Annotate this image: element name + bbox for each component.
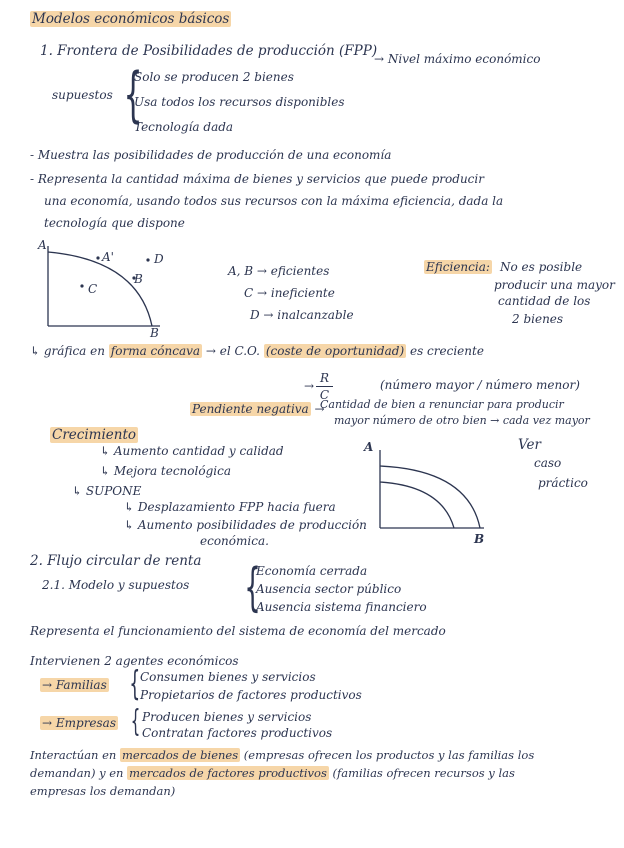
bullet-line: una economía, usando todos sus recursos con la máxima eficiencia, dada la [44,194,504,208]
fpp-curve [48,252,152,326]
fpp-point-label: A' [102,250,114,264]
familias-item: Consumen bienes y servicios [140,670,316,684]
interactuan-line: demandan) y en mercados de factores productivos (familias ofrecen recursos y las [30,766,515,780]
represents-line: Representa el funcionamiento del sistema de economía del mercado [30,624,446,638]
pendiente-label: Pendiente negativa → [192,402,325,416]
section2-supuesto: Ausencia sector público [256,582,402,596]
fpp-point-label: C [88,282,98,296]
growth-axis-y-label: A [364,440,374,454]
growth-curve-outer [380,466,480,528]
section2-supuesto: Ausencia sistema financiero [256,600,427,614]
interactuan-line: Interactúan en mercados de bienes (empresas ofrecen los productos y las familias los [30,748,535,762]
supuesto-item: Usa todos los recursos disponibles [134,95,345,109]
ratio-fraction: → R C [316,370,333,403]
eficiencia-text: cantidad de los [498,294,591,308]
section2-heading: 2. Flujo circular de renta [30,553,202,569]
empresas-item: Contratan factores productivos [142,726,333,740]
familias-brace: { [129,664,141,704]
supone-item: económica. [200,534,269,548]
legend-item: D → inalcanzable [250,308,354,322]
eficiencia-text: producir una mayor [494,278,615,292]
ver-caso-text: práctico [538,476,588,490]
grafica-line: ↳ gráfica en forma cóncava → el C.O. (coste de oportunidad) es creciente [30,344,484,358]
supone-item: ↳ Aumento posibilidades de producción [124,518,367,532]
eficiencia-label: Eficiencia: [426,260,490,274]
ratio-note: (número mayor / número menor) [380,378,580,392]
crecimiento-label: Crecimiento [52,427,137,443]
supone-label: ↳ SUPONE [72,484,142,498]
pendiente-text: mayor número de otro bien → cada vez mayor [334,414,590,427]
supuesto-item: Solo se producen 2 bienes [134,70,294,84]
crecimiento-item: ↳ Aumento cantidad y calidad [100,444,284,458]
ver-caso-text: caso [534,456,562,470]
fpp-point-label: B [134,272,143,286]
growth-axis-x-label: B [474,532,485,546]
section2-supuesto: Economía cerrada [256,564,368,578]
supuesto-item: Tecnología dada [134,120,234,134]
fpp-point-label: D [154,252,164,266]
growth-curve-inner [380,482,454,528]
ver-caso-text: Ver [518,437,541,453]
eficiencia-text: No es posible [500,260,583,274]
fpp-axis-x-label: B [150,326,159,340]
familias-item: Propietarios de factores productivos [140,688,362,702]
empresas-brace: { [130,704,141,739]
pendiente-text: Cantidad de bien a renunciar para producir [320,398,564,411]
fpp-point [96,256,99,259]
page-title: Modelos económicos básicos [32,11,230,27]
empresas-label: → Empresas [42,716,116,730]
bullet-line: - Representa la cantidad máxima de bienes y servicios que puede producir [30,172,484,186]
section1-arrow-note: → Nivel máximo económico [374,52,541,66]
empresas-item: Producen bienes y servicios [142,710,312,724]
crecimiento-item: ↳ Mejora tecnológica [100,464,231,478]
supuestos-brace: { [123,60,143,130]
section1-heading: 1. Frontera de Posibilidades de producción (FPP) [40,43,378,59]
bullet-line: - Muestra las posibilidades de producción de una economía [30,148,392,162]
familias-label: → Familias [42,678,107,692]
legend-item: C → ineficiente [244,286,335,300]
fpp-axis-y-label: A [38,238,47,252]
legend-item: A, B → eficientes [228,264,330,278]
supuestos-label: supuestos [52,88,113,102]
fpp-point [146,258,149,261]
fpp-point [80,284,83,287]
fpp-graph [36,238,166,338]
intervienen-line: Intervienen 2 agentes económicos [30,654,239,668]
interactuan-line: empresas los demandan) [30,784,176,798]
section2-brace: { [244,558,261,618]
section2-subheading: 2.1. Modelo y supuestos [42,578,190,592]
eficiencia-text: 2 bienes [512,312,564,326]
bullet-line: tecnología que dispone [44,216,185,230]
fpp-growth-graph [372,444,492,540]
supone-item: ↳ Desplazamiento FPP hacia fuera [124,500,336,514]
